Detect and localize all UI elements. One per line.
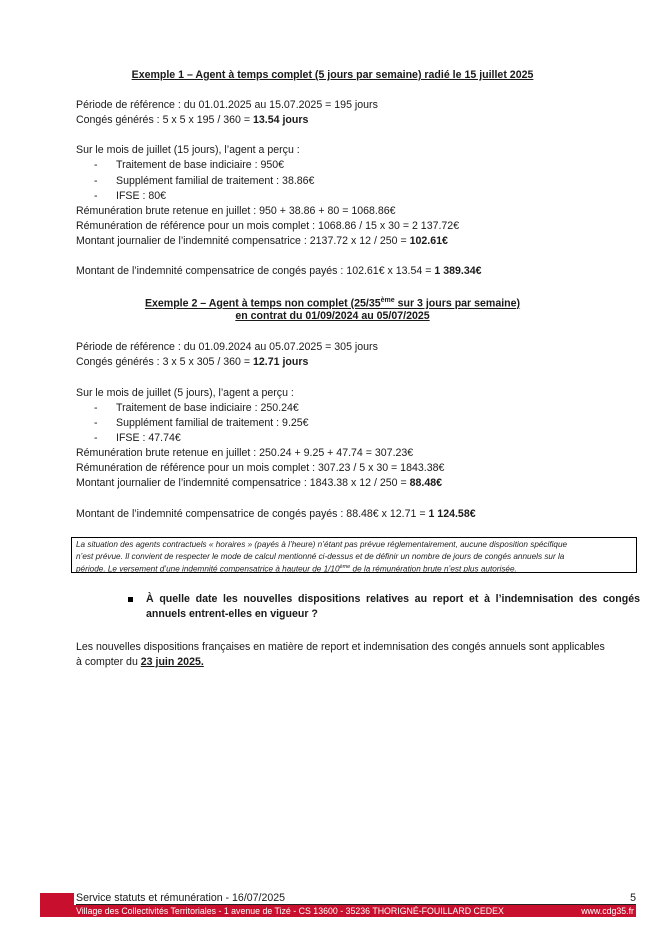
note-box xyxy=(71,537,637,573)
example1-conges: Congés générés : 5 x 5 x 195 / 360 = 13.54 jours xyxy=(76,114,309,126)
example2-journalier: Montant journalier de l’indemnité compensatrice : 1843.38 x 12 / 250 = 88.48€ xyxy=(76,477,443,489)
example2-brute: Rémunération brute retenue en juillet : 250.24 + 9.25 + 47.74 = 307.23€ xyxy=(76,447,414,459)
note-line: période. Le versement d’une indemnité compensatrice à hauteur de 1/10ème de la rémunération brute n’est plus autorisée. xyxy=(76,564,517,574)
example2-reference: Rémunération de référence pour un mois complet : 307.23 / 5 x 30 = 1843.38€ xyxy=(76,462,445,474)
example2-intro: Sur le mois de juillet (5 jours), l’agent a perçu : xyxy=(76,387,294,399)
example1-montant: Montant de l’indemnité compensatrice de congés payés : 102.61€ x 13.54 = 1 389.34€ xyxy=(76,265,482,277)
list-item: - Supplément familial de traitement : 9.25€ xyxy=(94,417,309,429)
footer-red-block xyxy=(40,893,74,905)
square-bullet-icon xyxy=(128,597,133,602)
note-line: n’est prévue. Il convient de respecter le mode de calcul mentionné ci-dessus et de définir un nombre de jours de congés annuels sur la xyxy=(76,551,565,561)
footer-website-link[interactable]: www.cdg35.fr xyxy=(581,906,634,916)
footer-bar xyxy=(40,905,636,917)
footer-address: Village des Collectivités Territoriales - 1 avenue de Tizé - CS 13600 - 35236 THORIGNÉ-FOUILLARD CEDEX xyxy=(76,906,504,916)
list-item: - Supplément familial de traitement : 38.86€ xyxy=(94,175,315,187)
example2-subtitle: en contrat du 01/09/2024 au 05/07/2025 xyxy=(235,310,430,322)
answer-line1: Les nouvelles dispositions françaises en matière de report et indemnisation des congés annuels sont applicables xyxy=(76,641,605,653)
page-number: 5 xyxy=(630,892,636,904)
question-text: À quelle date les nouvelles dispositions relatives au report et à l’indemnisation des congés annuels entrent-elles en vigueur ? xyxy=(146,593,640,620)
example2-title: Exemple 2 – Agent à temps non complet (25/35ème sur 3 jours par semaine) xyxy=(144,297,521,310)
note-line: La situation des agents contractuels « horaires » (payés à l’heure) n’étant pas prévue réglementairement, aucune disposition spécifique xyxy=(76,540,568,549)
list-item: - Traitement de base indiciaire : 250.24€ xyxy=(94,402,299,414)
list-item: - IFSE : 47.74€ xyxy=(94,432,181,444)
footer-service xyxy=(76,892,636,905)
list-item: - Traitement de base indiciaire : 950€ xyxy=(94,159,285,171)
example2-periode: Période de référence : du 01.09.2024 au 05.07.2025 = 305 jours xyxy=(76,341,378,353)
list-item: - IFSE : 80€ xyxy=(94,190,167,202)
example2-montant: Montant de l’indemnité compensatrice de congés payés : 88.48€ x 12.71 = 1 124.58€ xyxy=(76,508,476,520)
answer-date: 23 juin 2025. xyxy=(140,656,204,668)
example1-intro: Sur le mois de juillet (15 jours), l’agent a perçu : xyxy=(76,144,300,156)
example1-journalier: Montant journalier de l’indemnité compensatrice : 2137.72 x 12 / 250 = 102.61€ xyxy=(76,235,448,247)
answer-line2: à compter du 23 juin 2025. xyxy=(76,656,204,668)
example1-brute: Rémunération brute retenue en juillet : 950 + 38.86 + 80 = 1068.86€ xyxy=(76,205,396,217)
example1-periode: Période de référence : du 01.01.2025 au 15.07.2025 = 195 jours xyxy=(76,99,378,111)
example2-conges: Congés générés : 3 x 5 x 305 / 360 = 12.71 jours xyxy=(76,356,309,368)
example1-conges-value: 13.54 jours xyxy=(252,114,309,126)
question-item xyxy=(128,592,640,622)
example1-reference: Rémunération de référence pour un mois complet : 1068.86 / 15 x 30 = 2 137.72€ xyxy=(76,220,460,232)
example1-title: Exemple 1 – Agent à temps complet (5 jours par semaine) radié le 15 juillet 2025 xyxy=(131,69,534,81)
footer-service-text: Service statuts et rémunération - 16/07/2025 xyxy=(76,892,286,904)
